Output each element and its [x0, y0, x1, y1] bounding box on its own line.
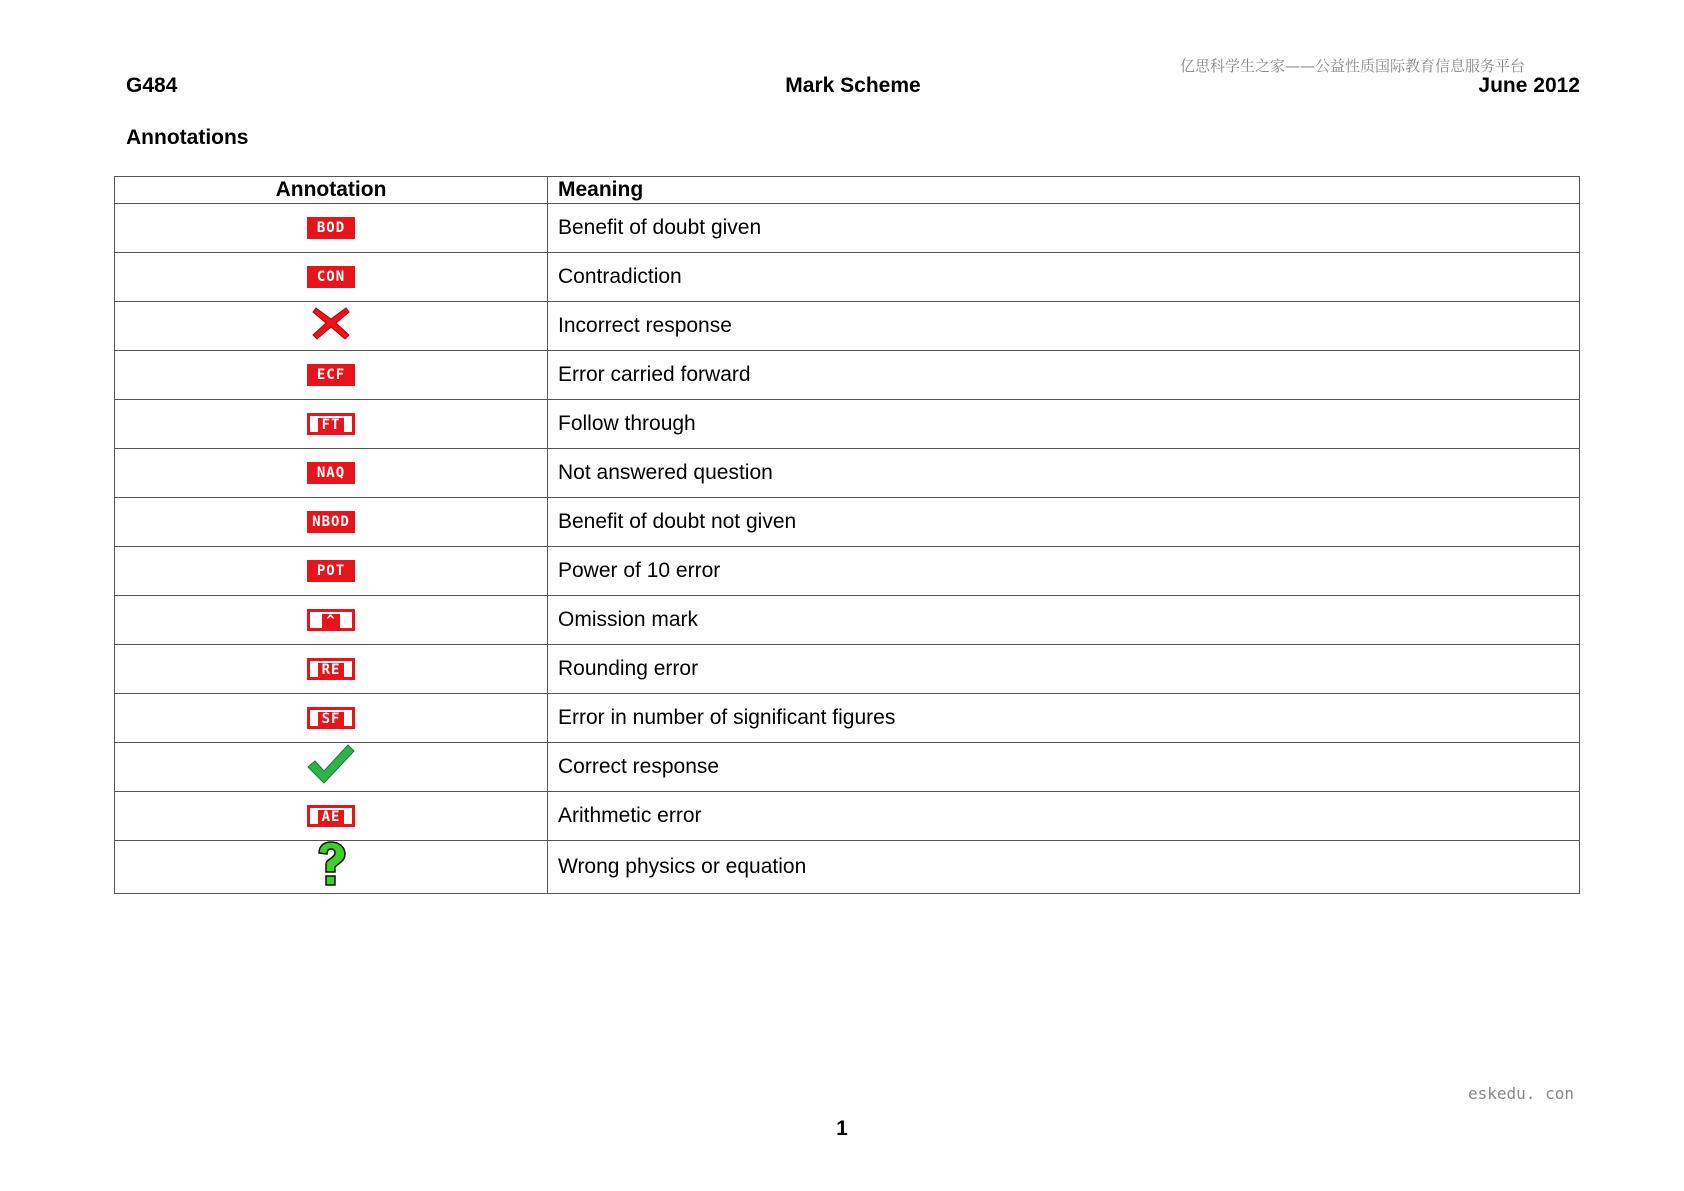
meaning-cell: Arithmetic error	[548, 792, 1580, 841]
meaning-cell: Power of 10 error	[548, 547, 1580, 596]
caret-stamp-icon	[307, 609, 355, 631]
con-stamp-icon: CON	[307, 266, 355, 288]
table-row	[115, 596, 1580, 645]
meaning-cell: Error carried forward	[548, 351, 1580, 400]
table-row	[115, 645, 1580, 694]
table-row	[115, 694, 1580, 743]
annotation-cell	[115, 302, 548, 351]
meaning-cell: Omission mark	[548, 596, 1580, 645]
question-mark-icon	[313, 841, 349, 893]
watermark-bottom: eskedu. con	[1468, 1084, 1574, 1103]
stamp-label: ^	[322, 614, 339, 628]
re-stamp-icon	[307, 658, 355, 680]
bod-stamp-icon: BOD	[307, 217, 355, 239]
section-title: Annotations	[126, 126, 249, 149]
stamp-label: SF	[318, 712, 345, 726]
nbod-stamp-icon: NBOD	[307, 511, 355, 533]
meaning-cell: Benefit of doubt given	[548, 204, 1580, 253]
cross-icon	[311, 305, 351, 347]
table-row	[115, 204, 1580, 253]
table-row	[115, 351, 1580, 400]
tick-icon	[306, 743, 356, 791]
stamp-label: RE	[318, 663, 345, 677]
stamp-label: AE	[318, 810, 345, 824]
annotations-table	[114, 176, 1580, 894]
pot-stamp-icon: POT	[307, 560, 355, 582]
meaning-cell: Wrong physics or equation	[548, 841, 1580, 894]
annotation-cell	[115, 596, 548, 645]
annotation-cell	[115, 449, 548, 498]
column-header-annotation: Annotation	[115, 177, 548, 204]
ecf-stamp-icon: ECF	[307, 364, 355, 386]
annotation-cell	[115, 498, 548, 547]
table-row	[115, 253, 1580, 302]
ae-stamp-icon	[307, 805, 355, 827]
meaning-cell: Rounding error	[548, 645, 1580, 694]
annotation-cell	[115, 792, 548, 841]
exam-session: June 2012	[1478, 74, 1580, 97]
paper-code: G484	[126, 74, 178, 97]
stamp-label: FT	[318, 418, 345, 432]
column-header-meaning: Meaning	[548, 177, 1580, 204]
meaning-cell: Incorrect response	[548, 302, 1580, 351]
table-row	[115, 449, 1580, 498]
meaning-cell: Correct response	[548, 743, 1580, 792]
watermark-top: 亿思科学生之家——公益性质国际教育信息服务平台	[1180, 57, 1526, 75]
annotation-cell	[115, 204, 548, 253]
table-row	[115, 792, 1580, 841]
annotation-cell	[115, 547, 548, 596]
sf-stamp-icon	[307, 707, 355, 729]
annotation-cell	[115, 841, 548, 894]
table-row	[115, 547, 1580, 596]
page-number: 1	[836, 1117, 848, 1140]
annotation-cell	[115, 645, 548, 694]
annotation-cell	[115, 400, 548, 449]
table-row	[115, 400, 1580, 449]
meaning-cell: Benefit of doubt not given	[548, 498, 1580, 547]
page-header	[126, 74, 1580, 104]
table-row	[115, 743, 1580, 792]
meaning-cell: Contradiction	[548, 253, 1580, 302]
document-title: Mark Scheme	[785, 74, 921, 97]
meaning-cell: Not answered question	[548, 449, 1580, 498]
table-row	[115, 498, 1580, 547]
annotation-cell	[115, 351, 548, 400]
table-header-row	[115, 177, 1580, 204]
meaning-cell: Follow through	[548, 400, 1580, 449]
meaning-cell: Error in number of significant figures	[548, 694, 1580, 743]
table-row	[115, 841, 1580, 894]
naq-stamp-icon: NAQ	[307, 462, 355, 484]
annotation-cell	[115, 743, 548, 792]
table-row	[115, 302, 1580, 351]
annotation-cell	[115, 694, 548, 743]
annotation-cell	[115, 253, 548, 302]
ft-stamp-icon	[307, 413, 355, 435]
